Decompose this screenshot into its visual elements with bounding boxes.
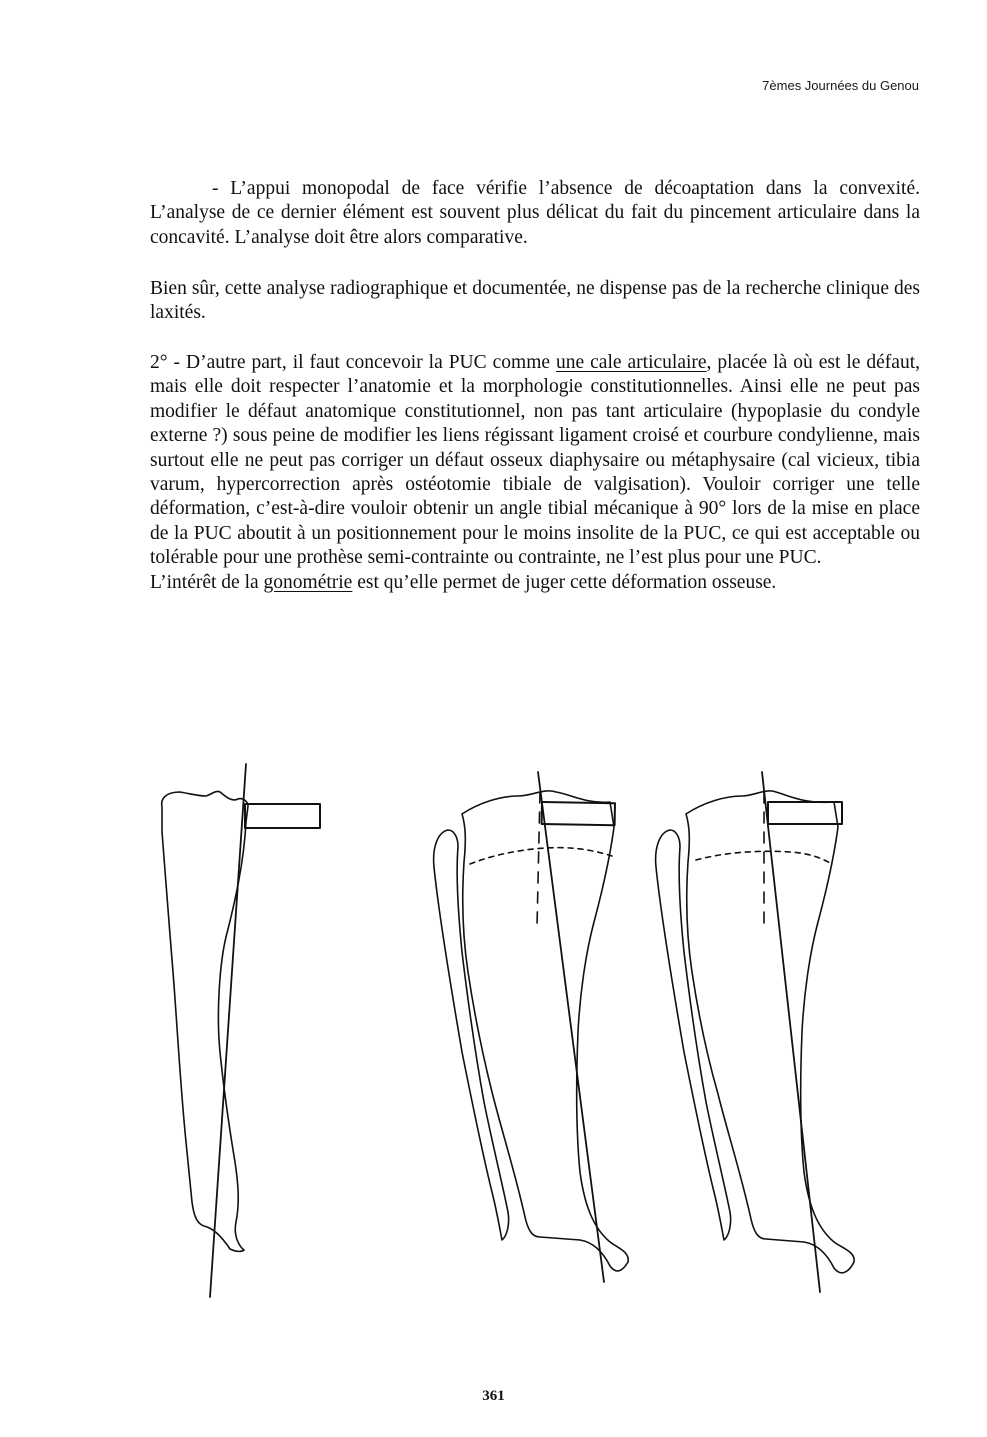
tibia-1-prosthesis-block bbox=[245, 804, 320, 828]
tibia-3-prosthesis-block bbox=[768, 802, 842, 824]
tibia-2-mechanical-axis-dashed bbox=[537, 792, 540, 927]
paragraph-text: Bien sûr, cette analyse radiographique et documentée, ne dispense pas de la recherche clinique des laxités. bbox=[150, 278, 920, 324]
tibia-drawing-2 bbox=[434, 772, 629, 1282]
paragraph-text bbox=[150, 571, 920, 595]
tibia-3-tibia-outline bbox=[686, 791, 854, 1273]
text-run: 2° - D’autre part, il faut concevoir la PUC comme bbox=[150, 352, 557, 373]
tibia-figure bbox=[140, 752, 880, 1312]
tibia-3-fibula-outline bbox=[656, 830, 731, 1240]
paragraph-analyse-radiographique bbox=[150, 277, 920, 326]
tibia-drawing-1 bbox=[162, 764, 320, 1297]
text-run: est qu’elle permet de juger cette déformation osseuse. bbox=[352, 571, 777, 593]
paragraph-text bbox=[150, 351, 920, 571]
tibia-2-joint-line bbox=[470, 848, 612, 864]
paragraph-cale-articulaire bbox=[150, 351, 920, 595]
tibia-1-mechanical-axis bbox=[210, 764, 246, 1297]
underlined-term: une cale articulaire bbox=[556, 352, 707, 373]
page-number: 361 bbox=[482, 1388, 505, 1404]
tibia-drawing-3 bbox=[656, 772, 855, 1292]
tibia-2-fibula-outline bbox=[434, 830, 509, 1240]
tibia-1-outline bbox=[162, 791, 248, 1251]
underlined-term: gonométrie bbox=[263, 571, 353, 593]
paragraph-appui-monopodal bbox=[150, 177, 920, 250]
text-run: L’intérêt de la bbox=[150, 571, 264, 593]
paragraph-text: - L’appui monopodal de face vérifie l’absence de décoaptation dans la convexité. L’analyse de ce dernier élément est souvent plus délicat du fait du pincement articulaire dans la concavité. L’analyse doit être alors comparative. bbox=[150, 178, 920, 248]
tibia-3-mechanical-axis bbox=[762, 772, 820, 1292]
running-header: 7èmes Journées du Genou bbox=[762, 78, 919, 93]
tibia-2-tibia-outline bbox=[462, 791, 628, 1271]
tibia-2-prosthesis-block bbox=[542, 802, 615, 825]
text-run: , placée là où est le défaut, mais elle doit respecter l’anatomie et la morphologie constitutionnelles. Ainsi elle ne peut pas modifier le défaut anatomique constitutionnel, non pas tant articulaire (hypoplasie du condyle externe ?) sous peine de modifier les liens régissant ligament croisé et courbure condylienne, mais surtout elle ne peut pas corriger un défaut osseux diaphysaire ou métaphysaire (cal vicieux, tibia varum, hypercorrection après ostéotomie tibiale de valgisation). Vouloir corriger une telle déformation, c’est-à-dire vouloir obtenir un angle tibial mécanique à 90° lors de la mise en place de la PUC aboutit à un positionnement pour le moins insolite de la PUC, ce qui est acceptable ou tolérable pour une prothèse semi-contrainte ou contrainte, ne l’est plus pour une PUC. bbox=[150, 352, 920, 569]
